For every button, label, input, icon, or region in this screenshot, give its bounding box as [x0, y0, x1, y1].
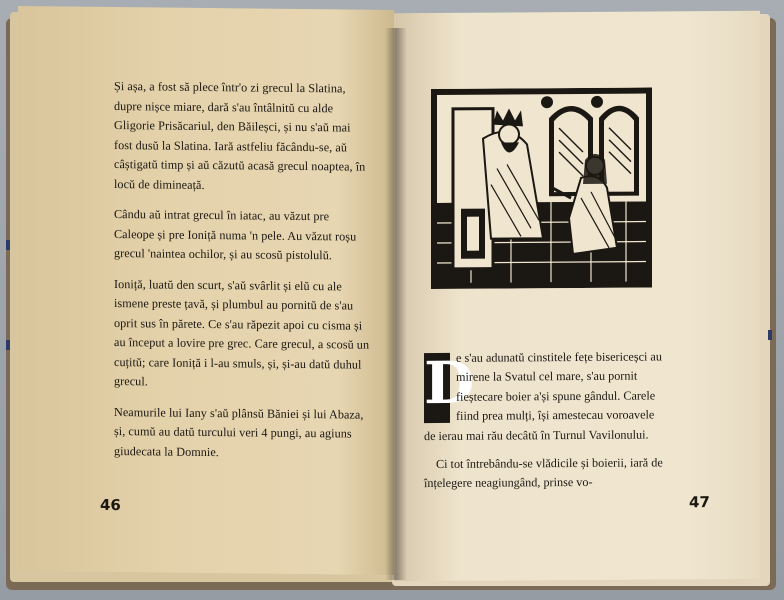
left-page-number: 46	[100, 495, 121, 515]
right-page-number: 47	[689, 493, 710, 512]
binding-thread	[768, 330, 772, 340]
right-second-paragraph: Ci tot întrebându-se vlădicile și boierii, iară de înțelegere neagiungând, prinse vo-	[424, 455, 663, 491]
right-page-text	[424, 347, 664, 503]
binding-thread	[6, 240, 10, 250]
binding-thread	[6, 340, 10, 350]
left-paragraph: Ioniță, luatŭ den scurt, s'aŭ svârlit și elŭ cu ale ismene preste țavă, și plumbul au pornitŭ de s'au oprit sus în părete. Ce s'au răpezit apoi cu cisma și au început a lovire pre grec. Care grecul, a scosŭ un cuțitŭ; care Ioniță i l-au smuls, și, și-au datŭ duhul grecul.	[114, 276, 370, 389]
left-paragraph: Neamurile lui Iany s'aŭ plânsŭ Băniei și lui Abaza, și, cumŭ au datŭ turcului veri 4 pungi, au agiuns giudecata la Domnie.	[114, 404, 364, 459]
right-first-paragraph	[424, 347, 664, 446]
left-page-text	[114, 77, 370, 464]
left-paragraph: Și așa, a fost să plece într'o zi grecul la Slatina, dupre nișce miare, dară s'au întâlnitŭ cu alde Gligorie Prisăcariul, den Băileșci, și nu s'aŭ mai fost dusŭ la Slatina. Iară astfeliu făcându-se, aŭ câștigatŭ timp și aŭ căzutŭ acasă grecul noaptea, în locŭ de dimineață.	[114, 79, 366, 192]
woodcut-illustration	[431, 87, 652, 289]
left-paragraph: Cându aŭ intrat grecul în iatac, au văzut pre Caleope și pre Ioniță numa 'n pele. Au văzut roșu grecul 'naintea ochilor, și au scosŭ pistolulŭ.	[114, 207, 357, 263]
book-spine-shadow	[385, 28, 407, 580]
left-page	[18, 6, 394, 575]
right-page	[394, 11, 760, 582]
right-first-paragraph-text: e s'au adunatŭ cinstitele fețe bisericeșci au mirene la Svatul cel mare, s'au pornit fieștecare boier a'și spune gândul. Carele fiind prea mulți, își amestecau voroavele de ierau mai rău decâtŭ în Turnul Vavilonului.	[424, 349, 662, 443]
drop-cap-letter: D	[424, 353, 450, 423]
